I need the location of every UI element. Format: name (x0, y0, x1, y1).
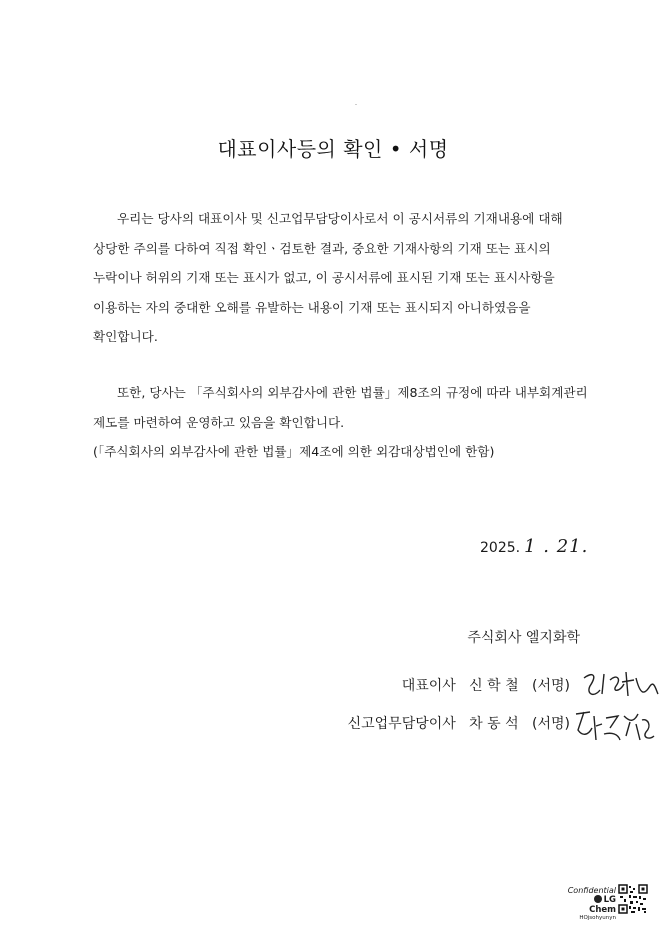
signer-role: 대표이사 (401, 678, 456, 694)
paragraph-line: (「주식회사의 외부감사에 관한 법률」제4조에 의한 외감대상법인에 한함) (93, 444, 495, 459)
ceo-handwritten-signature (578, 664, 660, 706)
qr-code-icon (618, 884, 648, 914)
user-label: HOjsohyunyn (579, 915, 616, 921)
paragraph-line: 확인합니다. (93, 329, 158, 344)
date-year: 2025. (480, 540, 521, 556)
date-handwritten: 1 . 21. (524, 536, 589, 557)
paragraph-line: 누락이나 허위의 기재 또는 표시가 없고, 이 공시서류에 표시된 기재 또는 표시사항을 (93, 270, 555, 285)
company-name: 주식회사 엘지화학 (467, 630, 580, 646)
document-title: 대표이사등의 확인 • 서명 (217, 137, 449, 161)
ceo-signature-row (402, 675, 570, 695)
disclosure-officer-signature-row (348, 713, 570, 733)
signing-date (480, 536, 588, 557)
paragraph-line: 상당한 주의를 다하여 직접 확인ㆍ검토한 결과, 중요한 기재사항의 기재 또는 표시의 (93, 240, 551, 256)
signer-name: 차 동 석 (469, 716, 519, 732)
confirmation-paragraph (93, 204, 613, 352)
signer-name: 신 학 철 (469, 678, 519, 694)
signature-label: (서명) (532, 678, 570, 694)
scan-speck (355, 104, 357, 105)
lg-logo-icon (594, 895, 602, 903)
paragraph-line: 또한, 당사는 「주식회사의 외부감사에 관한 법률」제8조의 규정에 따라 내부회계관리 (117, 385, 588, 400)
internal-control-paragraph (93, 378, 613, 467)
paragraph-line: 제도를 마련하여 운영하고 있음을 확인합니다. (93, 414, 345, 430)
paragraph-line: 이용하는 자의 중대한 오해를 유발하는 내용이 기재 또는 표시되지 아니하였음을 (93, 299, 531, 315)
signer-role: 신고업무담당이사 (347, 716, 456, 732)
brand-label: LG Chem (589, 895, 616, 915)
paragraph-line: 우리는 당사의 대표이사 및 신고업무담당이사로서 이 공시서류의 기재내용에 대해 (117, 211, 563, 226)
confidential-watermark (564, 886, 616, 921)
confidential-label: Confidential (567, 886, 616, 895)
disclosure-officer-handwritten-signature (570, 706, 656, 748)
signature-label: (서명) (532, 716, 570, 732)
